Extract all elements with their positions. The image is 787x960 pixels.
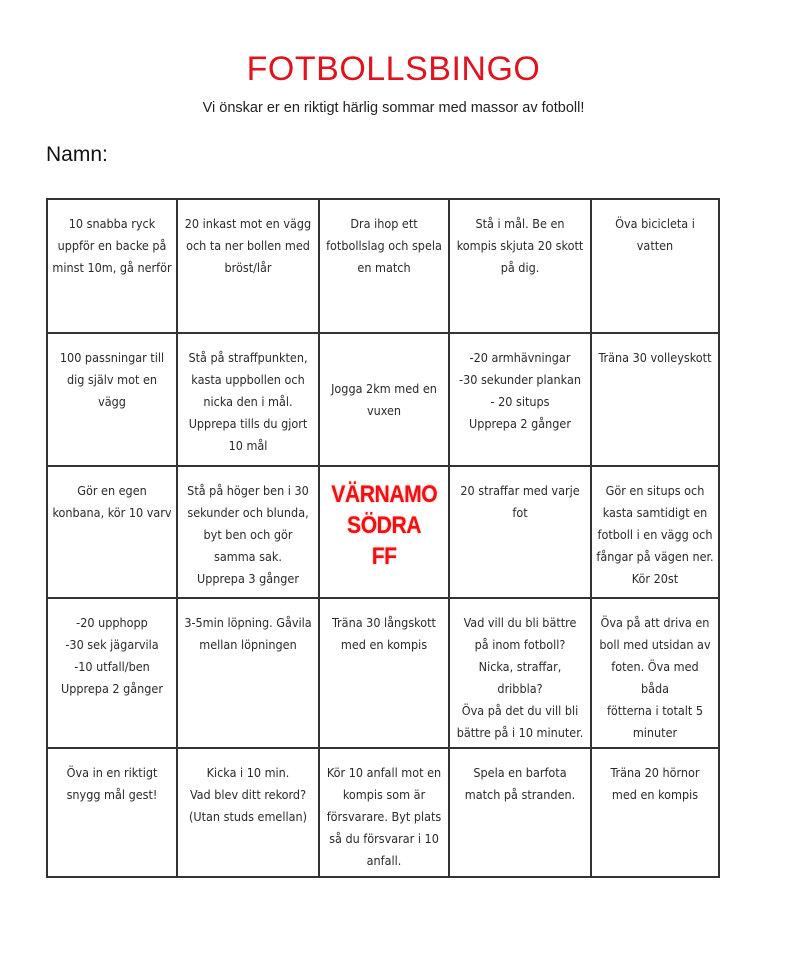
bingo-cell[interactable]: Stå på höger ben i 30 sekunder och blunda, byt ben och gör samma sak. Upprepa 3 gånger bbox=[178, 467, 320, 599]
bingo-cell[interactable]: 3-5min löpning. Gåvila mellan löpningen bbox=[178, 599, 320, 749]
name-label: Namn: bbox=[46, 143, 108, 166]
bingo-cell[interactable]: Vad vill du bli bättre på inom fotboll? Nicka, straffar, dribbla? Öva på det du vill bli bättre på i 10 minuter. bbox=[450, 599, 592, 749]
bingo-cell[interactable]: Öva in en riktigt snygg mål gest! bbox=[48, 749, 178, 876]
bingo-cell[interactable]: Kicka i 10 min. Vad blev ditt rekord? (Utan studs emellan) bbox=[178, 749, 320, 876]
bingo-cell[interactable]: Gör en situps och kasta samtidigt en fotboll i en vägg och fångar på vägen ner. Kör 20st bbox=[592, 467, 718, 599]
club-logo-line-2: SÖDRA bbox=[346, 512, 422, 539]
bingo-cell[interactable]: Dra ihop ett fotbollslag och spela en match bbox=[320, 200, 450, 334]
bingo-cell[interactable]: Stå på straffpunkten, kasta uppbollen och nicka den i mål. Upprepa tills du gjort 10 mål bbox=[178, 334, 320, 467]
bingo-cell[interactable]: 20 inkast mot en vägg och ta ner bollen med bröst/lår bbox=[178, 200, 320, 334]
bingo-cell[interactable]: Öva på att driva en boll med utsidan av foten. Öva med båda fötterna i totalt 5 minuter bbox=[592, 599, 718, 749]
bingo-cell[interactable]: 100 passningar till dig själv mot en vägg bbox=[48, 334, 178, 467]
club-logo-line-3: FF bbox=[371, 543, 397, 570]
bingo-cell-center-logo bbox=[320, 467, 450, 599]
bingo-cell[interactable]: Öva bicicleta i vatten bbox=[592, 200, 718, 334]
bingo-cell[interactable]: 20 straffar med varje fot bbox=[450, 467, 592, 599]
bingo-cell[interactable]: Träna 20 hörnor med en kompis bbox=[610, 765, 700, 802]
bingo-cell[interactable]: 10 snabba ryck uppför en backe på minst 10m, gå nerför bbox=[48, 200, 178, 334]
bingo-cell[interactable]: Kör 10 anfall mot en kompis som är försvarare. Byt plats så du försvarar i 10 anfall. bbox=[320, 749, 450, 876]
page-title: FOTBOLLSBINGO bbox=[246, 50, 541, 88]
page-subtitle: Vi önskar er en riktigt härlig sommar med massor av fotboll! bbox=[202, 100, 585, 116]
bingo-cell[interactable]: Stå i mål. Be en kompis skjuta 20 skott på dig. bbox=[450, 200, 592, 334]
bingo-cell[interactable]: Jogga 2km med en vuxen bbox=[320, 334, 450, 467]
bingo-cell[interactable]: Träna 30 volleyskott bbox=[592, 334, 718, 467]
bingo-cell[interactable]: -20 armhävningar -30 sekunder plankan - 20 situps Upprepa 2 gånger bbox=[450, 334, 592, 467]
club-logo-line-1: VÄRNAMO bbox=[330, 481, 438, 508]
bingo-cell[interactable]: Spela en barfota match på stranden. bbox=[450, 749, 592, 876]
bingo-cell[interactable]: -20 upphopp -30 sek jägarvila -10 utfall/ben Upprepa 2 gånger bbox=[48, 599, 178, 749]
bingo-cell[interactable]: Gör en egen konbana, kör 10 varv bbox=[48, 467, 178, 599]
bingo-grid bbox=[46, 198, 720, 878]
bingo-cell[interactable]: Träna 30 långskott med en kompis bbox=[320, 599, 450, 749]
